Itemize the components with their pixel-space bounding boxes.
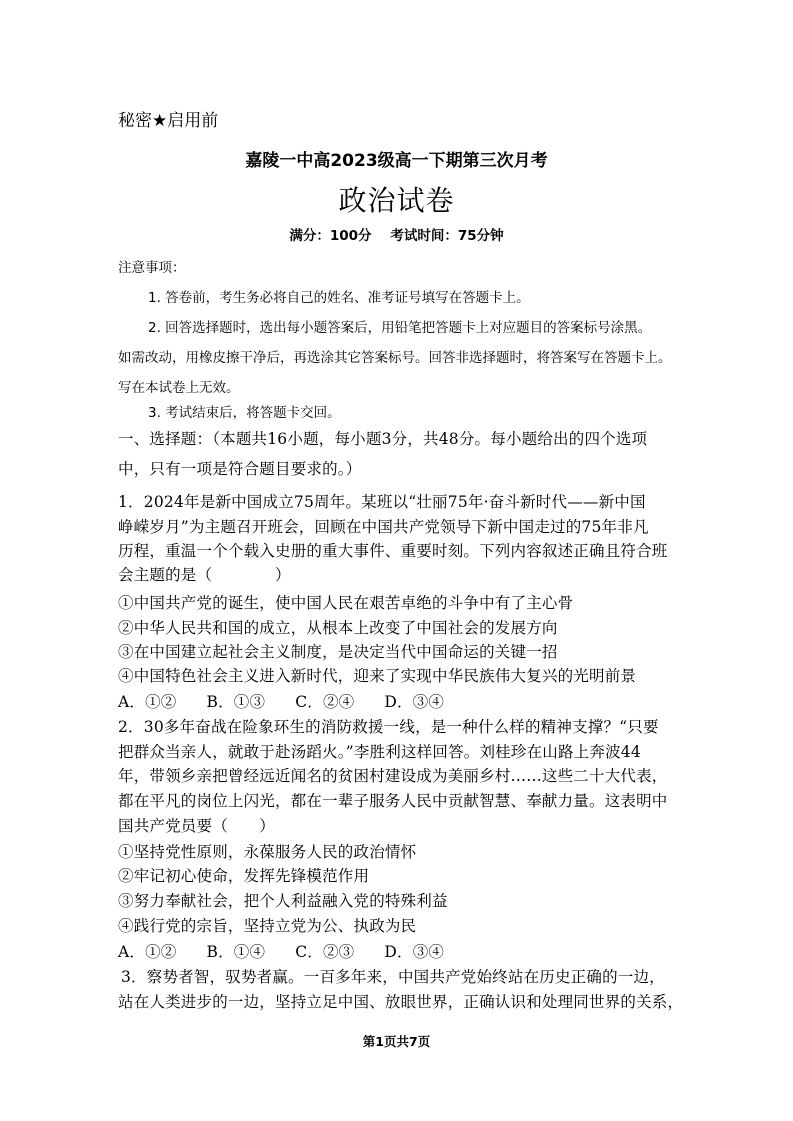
q1-stem-line-4: 会主题的是（ ）	[118, 566, 291, 584]
q2-option-3: ③努力奉献社会，把个人利益融入党的特殊利益	[118, 892, 448, 910]
q1-choice-b: B．①③	[206, 693, 266, 711]
q2-option-1: ①坚持党性原则，永葆服务人民的政治情怀	[118, 843, 417, 861]
q2-stem-line-3: 年，带领乡亲把曾经远近闻名的贫困村建设成为美丽乡村……这些二十大代表，	[118, 767, 668, 785]
q2-stem-line-5: 国共产党员要（ ）	[118, 817, 276, 835]
notice-item-2-line-2: 如需改动，用橡皮擦干净后，再选涂其它答案标号。回答非选择题时，将答案写在答题卡上。	[118, 350, 672, 366]
notice-item-2-line-1: 2. 回答选择题时，选出每小题答案后，用铅笔把答题卡上对应题目的答案标号涂黑。	[148, 320, 652, 336]
q3-stem-line-1: 3．察势者智，驭势者赢。一百多年来，中国共产党始终站在历史正确的一边，	[121, 968, 665, 986]
q1-choice-a: A．①②	[118, 693, 177, 711]
subject-title: 政治试卷	[338, 184, 455, 217]
q2-stem-line-1: 2．30多年奋战在险象环生的消防救援一线，是一种什么样的精神支撑？“只要	[118, 718, 659, 736]
exam-meta: 满分：100分 考试时间：75分钟	[289, 228, 504, 244]
q2-answer-choices	[118, 940, 474, 962]
section-heading-line-2: 中，只有一项是符合题目要求的。）	[118, 460, 362, 478]
q2-stem-line-4: 都在平凡的岗位上闪光，都在一辈子服务人民中贡献智慧、奉献力量。这表明中	[118, 792, 668, 810]
notice-title: 注意事项：	[118, 260, 186, 276]
q1-option-3: ③在中国建立起社会主义制度，是决定当代中国命运的关键一招	[118, 643, 558, 661]
q2-choice-d: D．③④	[384, 943, 445, 961]
q2-choice-c: C．②③	[295, 943, 355, 961]
q3-stem-line-2: 站在人类进步的一边，坚持立足中国、放眼世界，正确认识和处理同世界的关系，	[118, 993, 684, 1011]
exam-title: 嘉陵一中高2023级高一下期第三次月考	[245, 151, 548, 171]
section-heading-line-1: 一、选择题：（本题共16小题，每小题3分，共48分。每小题给出的四个选项	[118, 430, 648, 448]
q1-stem-line-1: 1．2024年是新中国成立75周年。某班以“壮丽75年·奋斗新时代——新中国	[118, 493, 646, 511]
q2-choice-a: A．①②	[118, 943, 177, 961]
q1-stem-line-3: 历程，重温一个个载入史册的重大事件、重要时刻。下列内容叙述正确且符合班	[118, 542, 668, 560]
q2-option-4: ④践行党的宗旨，坚持立党为公、执政为民	[118, 917, 417, 935]
q1-stem-line-2: 峥嵘岁月”为主题召开班会，回顾在中国共产党领导下新中国走过的75年非凡	[118, 518, 649, 536]
q2-stem-line-2: 把群众当亲人，就敢于赴汤蹈火。”李胜利这样回答。刘桂珍在山路上奔波44	[118, 743, 641, 761]
notice-item-2-line-3: 写在本试卷上无效。	[118, 380, 240, 396]
q1-answer-choices	[118, 690, 474, 712]
q1-choice-c: C．②④	[295, 693, 355, 711]
notice-item-1: 1. 答卷前，考生务必将自己的姓名、准考证号填写在答题卡上。	[148, 290, 530, 306]
q1-option-1: ①中国共产党的诞生，使中国人民在艰苦卓绝的斗争中有了主心骨	[118, 594, 574, 612]
q1-option-4: ④中国特色社会主义进入新时代，迎来了实现中华民族伟大复兴的光明前景	[118, 667, 637, 685]
q1-choice-d: D．③④	[384, 693, 445, 711]
notice-item-3: 3. 考试结束后，将答题卡交回。	[148, 405, 341, 421]
confidential-mark: 秘密★启用前	[118, 111, 219, 131]
q1-option-2: ②中华人民共和国的成立，从根本上改变了中国社会的发展方向	[118, 619, 558, 637]
page-number: 第1页共7页	[362, 1034, 431, 1049]
q2-choice-b: B．①④	[206, 943, 266, 961]
q2-option-2: ②牢记初心使命，发挥先锋模范作用	[118, 867, 370, 885]
